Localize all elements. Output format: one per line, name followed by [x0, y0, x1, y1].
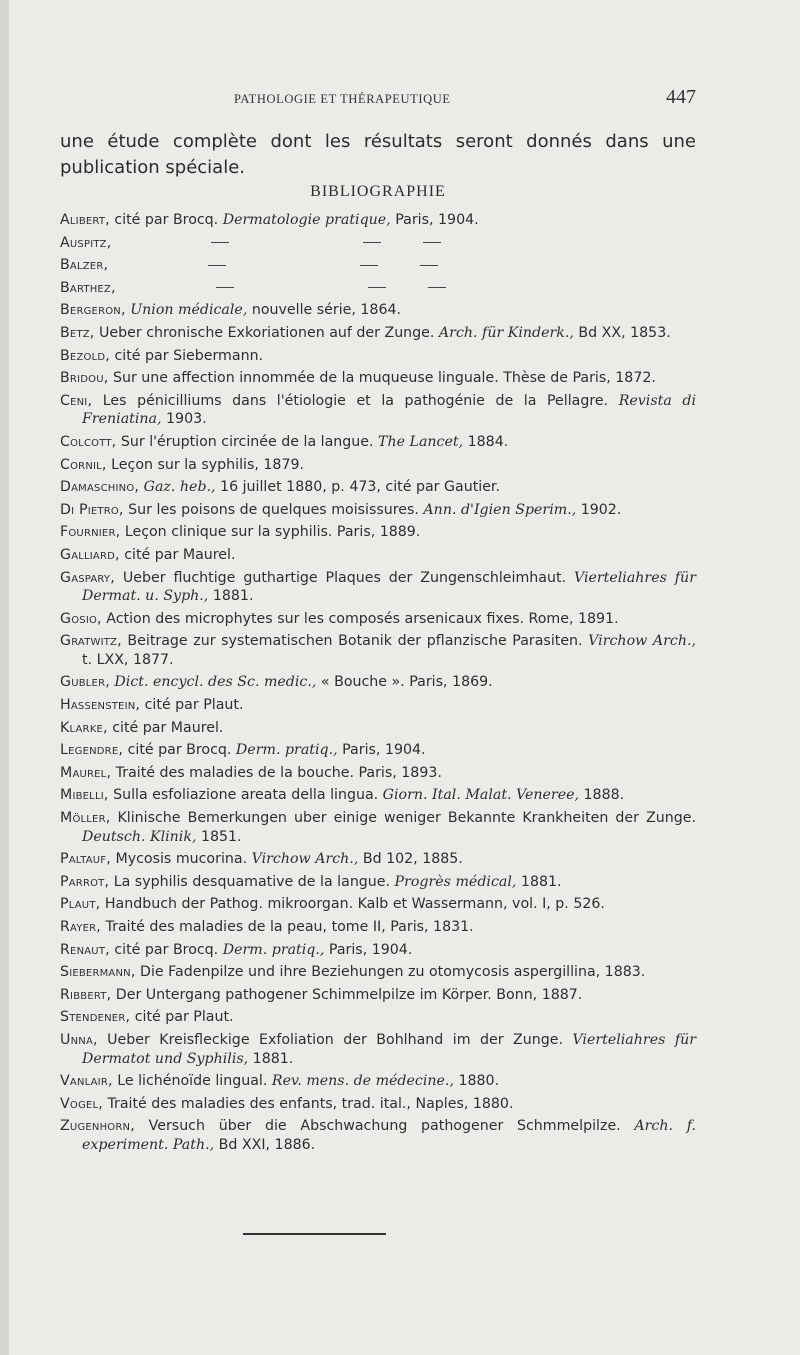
bibliography-entry	[60, 610, 696, 629]
bibliography-entry	[60, 873, 696, 892]
entry-details: 1884.	[463, 433, 509, 450]
bibliography-entry	[60, 895, 696, 914]
entry-text: Ueber chronische Exkoriationen auf der Zunge.	[94, 324, 435, 341]
entry-author: Renaut,	[60, 941, 110, 958]
ditto-mark	[368, 287, 386, 288]
entry-details: Bd XX, 1853.	[573, 324, 671, 341]
entry-title: Arch. für Kinderk.,	[434, 324, 574, 341]
bibliography-entry	[60, 433, 696, 452]
ditto-mark	[423, 242, 441, 243]
entry-title: Dict. encycl. des Sc. medic.,	[109, 674, 317, 691]
entry-text: Der Untergang pathogener Schimmelpilze im Körper. Bonn, 1887.	[111, 986, 583, 1003]
entry-author: Hassenstein,	[60, 697, 141, 714]
bibliography-entry	[60, 986, 696, 1005]
entry-text: Sur une affection innommée de la muqueuse linguale. Thèse de Paris, 1872.	[108, 370, 656, 387]
entry-author: Gubler,	[60, 674, 110, 691]
entry-text: cité par Brocq.	[109, 212, 219, 228]
entry-details: « Bouche ». Paris, 1869.	[316, 674, 493, 691]
entry-author: Zugenhorn,	[60, 1118, 135, 1135]
entry-text: Die Fadenpilze und ihre Beziehungen zu otomycosis aspergillina, 1883.	[135, 964, 646, 981]
entry-text: Beitrage zur systematischen Botanik der pflanzische Parasiten.	[121, 633, 583, 650]
entry-text: Handbuch der Pathog. mikroorgan. Kalb et Wassermann, vol. I, p. 526.	[100, 896, 605, 913]
bibliography-entry	[60, 1008, 696, 1027]
entry-title: Virchow Arch.,	[582, 633, 696, 650]
ditto-mark	[420, 265, 438, 266]
bibliography-entry	[60, 211, 696, 230]
entry-author: Di Pietro,	[60, 501, 124, 518]
entry-title: Progrès médical,	[390, 873, 517, 890]
entry-title: Revista di Freniatina,	[82, 392, 696, 428]
entry-text: Mycosis mucorina.	[110, 851, 248, 868]
entry-author: Balzer,	[60, 257, 109, 274]
entry-author: Betz,	[60, 324, 95, 341]
entry-text: Leçon sur la syphilis, 1879.	[106, 456, 305, 473]
entry-text: Sur l'éruption circinée de la langue.	[116, 433, 374, 450]
bibliography-entry	[60, 501, 696, 520]
entry-title: Rev. mens. de médecine.,	[267, 1073, 454, 1090]
bibliography-entry	[60, 301, 696, 320]
entry-text: cité par Brocq.	[123, 742, 232, 759]
bibliography-entry	[60, 632, 696, 669]
entry-author: Legendre,	[60, 742, 124, 759]
entry-title: Derm. pratiq.,	[231, 742, 338, 759]
bibliography-entry	[60, 234, 696, 253]
entry-author: Damaschino,	[60, 479, 140, 496]
entry-text: cité par Siebermann.	[109, 347, 264, 364]
entry-details: 1881.	[208, 588, 254, 605]
bibliography-entry	[60, 850, 696, 869]
bibliography-entry	[60, 478, 696, 497]
bibliography-entry	[60, 1095, 696, 1114]
entry-details: 1903.	[161, 411, 207, 428]
bibliography-entry	[60, 569, 696, 606]
bibliography-entry	[60, 347, 696, 366]
bibliography-entry	[60, 1031, 696, 1068]
entry-details: Bd XXI, 1886.	[214, 1136, 316, 1153]
bibliography-entry	[60, 809, 696, 846]
bibliography-entry	[60, 941, 696, 960]
entry-author: Vanlair,	[60, 1073, 113, 1090]
entry-text: Sulla esfoliazione areata della lingua.	[108, 787, 379, 804]
entry-title: Dermatologie pratique,	[218, 212, 391, 228]
bibliography-entry	[60, 786, 696, 805]
bibliography-entry	[60, 719, 696, 738]
entry-text: Leçon clinique sur la syphilis. Paris, 1889.	[120, 524, 421, 541]
entry-text: Versuch über die Abschwachung pathogener Schmmelpilze.	[134, 1118, 621, 1135]
entry-author: Paltauf,	[60, 851, 111, 868]
entry-author: Cornil,	[60, 456, 107, 473]
entry-text: cité par Maurel.	[119, 546, 236, 563]
entry-text: La syphilis desquamative de la langue.	[109, 873, 391, 890]
entry-author: Klarke,	[60, 719, 108, 736]
bibliography-entry	[60, 456, 696, 475]
entry-author: Maurel,	[60, 764, 112, 781]
entry-text: cité par Plaut.	[140, 697, 244, 714]
entry-title: Virchow Arch.,	[247, 851, 359, 868]
entry-author: Bridou,	[60, 370, 109, 387]
entry-author: Gratwitz,	[60, 633, 122, 650]
entry-title: Deutsch. Klinik,	[82, 828, 197, 845]
entry-author: Rayer,	[60, 919, 102, 935]
bibliography-entry	[60, 1072, 696, 1091]
entry-details: 1851.	[196, 828, 242, 845]
entry-text: Ueber fluchtige guthartige Plaques der Zungenschleimhaut.	[114, 569, 567, 586]
bibliography-entry	[60, 696, 696, 715]
entry-text: Traité des maladies de la bouche. Paris, 1893.	[111, 764, 442, 781]
entry-author: Mibelli,	[60, 787, 109, 804]
entry-author: Unna,	[60, 1031, 98, 1048]
bibliography-entry	[60, 918, 696, 937]
entry-author: Fournier,	[60, 524, 121, 541]
entry-author: Galliard,	[60, 546, 120, 563]
bibliography-entry	[60, 324, 696, 343]
entry-text: Klinische Bemerkungen uber einige weniger Bekannte Krankheiten der Zunge.	[110, 810, 696, 827]
entry-title: Ann. d'Igien Sperim.,	[418, 501, 577, 518]
entry-details: t. LXX, 1877.	[82, 651, 174, 668]
running-head: PATHOLOGIE ET THÉRAPEUTIQUE	[234, 92, 451, 106]
ditto-mark	[208, 265, 226, 266]
entry-author: Colcott,	[60, 433, 117, 450]
entry-author: Ribbert,	[60, 986, 112, 1003]
entry-text: Action des microphytes sur les composés arsenicaux fixes. Rome, 1891.	[101, 610, 619, 627]
bibliography-title: BIBLIOGRAPHIE	[310, 183, 446, 200]
entry-text: Traité des maladies de la peau, tome II, Paris, 1831.	[101, 919, 474, 935]
entry-title: Arch. f. experiment. Path.,	[82, 1118, 696, 1153]
entry-details: Paris, 1904.	[337, 742, 426, 759]
entry-details: nouvelle série, 1864.	[247, 302, 402, 319]
entry-details: Paris, 1904.	[390, 212, 479, 228]
entry-details: 16 juillet 1880, p. 473, cité par Gautier.	[215, 479, 500, 496]
bibliography-entry	[60, 279, 696, 298]
entry-author: Gosio,	[60, 610, 102, 627]
entry-title: Vierteliahres für Dermatot und Syphilis,	[82, 1031, 696, 1067]
entry-details: Bd 102, 1885.	[358, 851, 463, 868]
bibliography-entry	[60, 523, 696, 542]
entry-author: Stendener,	[60, 1009, 131, 1026]
entry-text: Ueber Kreisfleckige Exfoliation der Bohlhand im der Zunge.	[97, 1031, 563, 1048]
entry-text: Les pénicilliums dans l'étiologie et la pathogénie de la Pellagre.	[92, 392, 609, 409]
entry-details: 1880.	[453, 1073, 500, 1090]
bibliography-entry	[60, 741, 696, 760]
entry-details: 1881.	[516, 873, 562, 890]
entry-author: Barthez,	[60, 279, 116, 296]
intro-paragraph: une étude complète dont les résultats seront donnés dans une publication spéciale.	[60, 131, 696, 178]
entry-author: Bergeron,	[60, 302, 126, 319]
entry-details: 1902.	[576, 501, 622, 518]
bibliography-entry	[60, 546, 696, 565]
ditto-mark	[360, 265, 378, 266]
entry-author: Siebermann,	[60, 964, 136, 981]
bibliography-list	[60, 211, 696, 1159]
entry-text: Traité des maladies des enfants, trad. ital., Naples, 1880.	[102, 1095, 514, 1112]
entry-author: Parrot,	[60, 873, 110, 890]
ditto-mark	[211, 242, 229, 243]
entry-author: Ceni,	[60, 392, 93, 409]
entry-author: Vogel,	[60, 1095, 103, 1112]
bibliography-entry	[60, 673, 696, 692]
entry-author: Alibert,	[60, 212, 110, 228]
entry-author: Auspitz,	[60, 234, 112, 251]
entry-text: cité par Brocq.	[109, 941, 219, 958]
entry-text: Sur les poisons de quelques moisissures.	[123, 501, 419, 518]
bibliography-entry	[60, 764, 696, 783]
entry-title: Vierteliahres für Dermat. u. Syph.,	[82, 569, 696, 605]
ditto-mark	[363, 242, 381, 243]
bibliography-entry	[60, 256, 696, 275]
entry-details: 1888.	[579, 787, 625, 804]
ditto-mark	[216, 287, 234, 288]
entry-title: The Lancet,	[373, 433, 464, 450]
ditto-mark	[428, 287, 446, 288]
entry-title: Gaz. heb.,	[139, 479, 216, 496]
entry-text: Le lichénoïde lingual.	[112, 1073, 268, 1090]
bibliography-entry	[60, 963, 696, 982]
entry-author: Bezold,	[60, 347, 110, 364]
entry-title: Union médicale,	[125, 302, 248, 319]
end-rule	[243, 1233, 386, 1235]
entry-title: Giorn. Ital. Malat. Veneree,	[378, 787, 579, 804]
entry-text: cité par Maurel.	[107, 719, 224, 736]
bibliography-entry	[60, 392, 696, 429]
page-binding-edge	[0, 0, 9, 1355]
entry-details: 1881.	[248, 1050, 294, 1067]
bibliography-entry	[60, 369, 696, 388]
page-number: 447	[666, 86, 696, 108]
entry-author: Plaut,	[60, 896, 101, 913]
entry-author: Möller,	[60, 810, 111, 827]
entry-text: cité par Plaut.	[130, 1009, 234, 1026]
entry-author: Gaspary,	[60, 569, 115, 586]
entry-title: Derm. pratiq.,	[218, 941, 325, 958]
bibliography-entry	[60, 1117, 696, 1154]
page-header	[60, 86, 700, 116]
entry-details: Paris, 1904.	[324, 941, 413, 958]
